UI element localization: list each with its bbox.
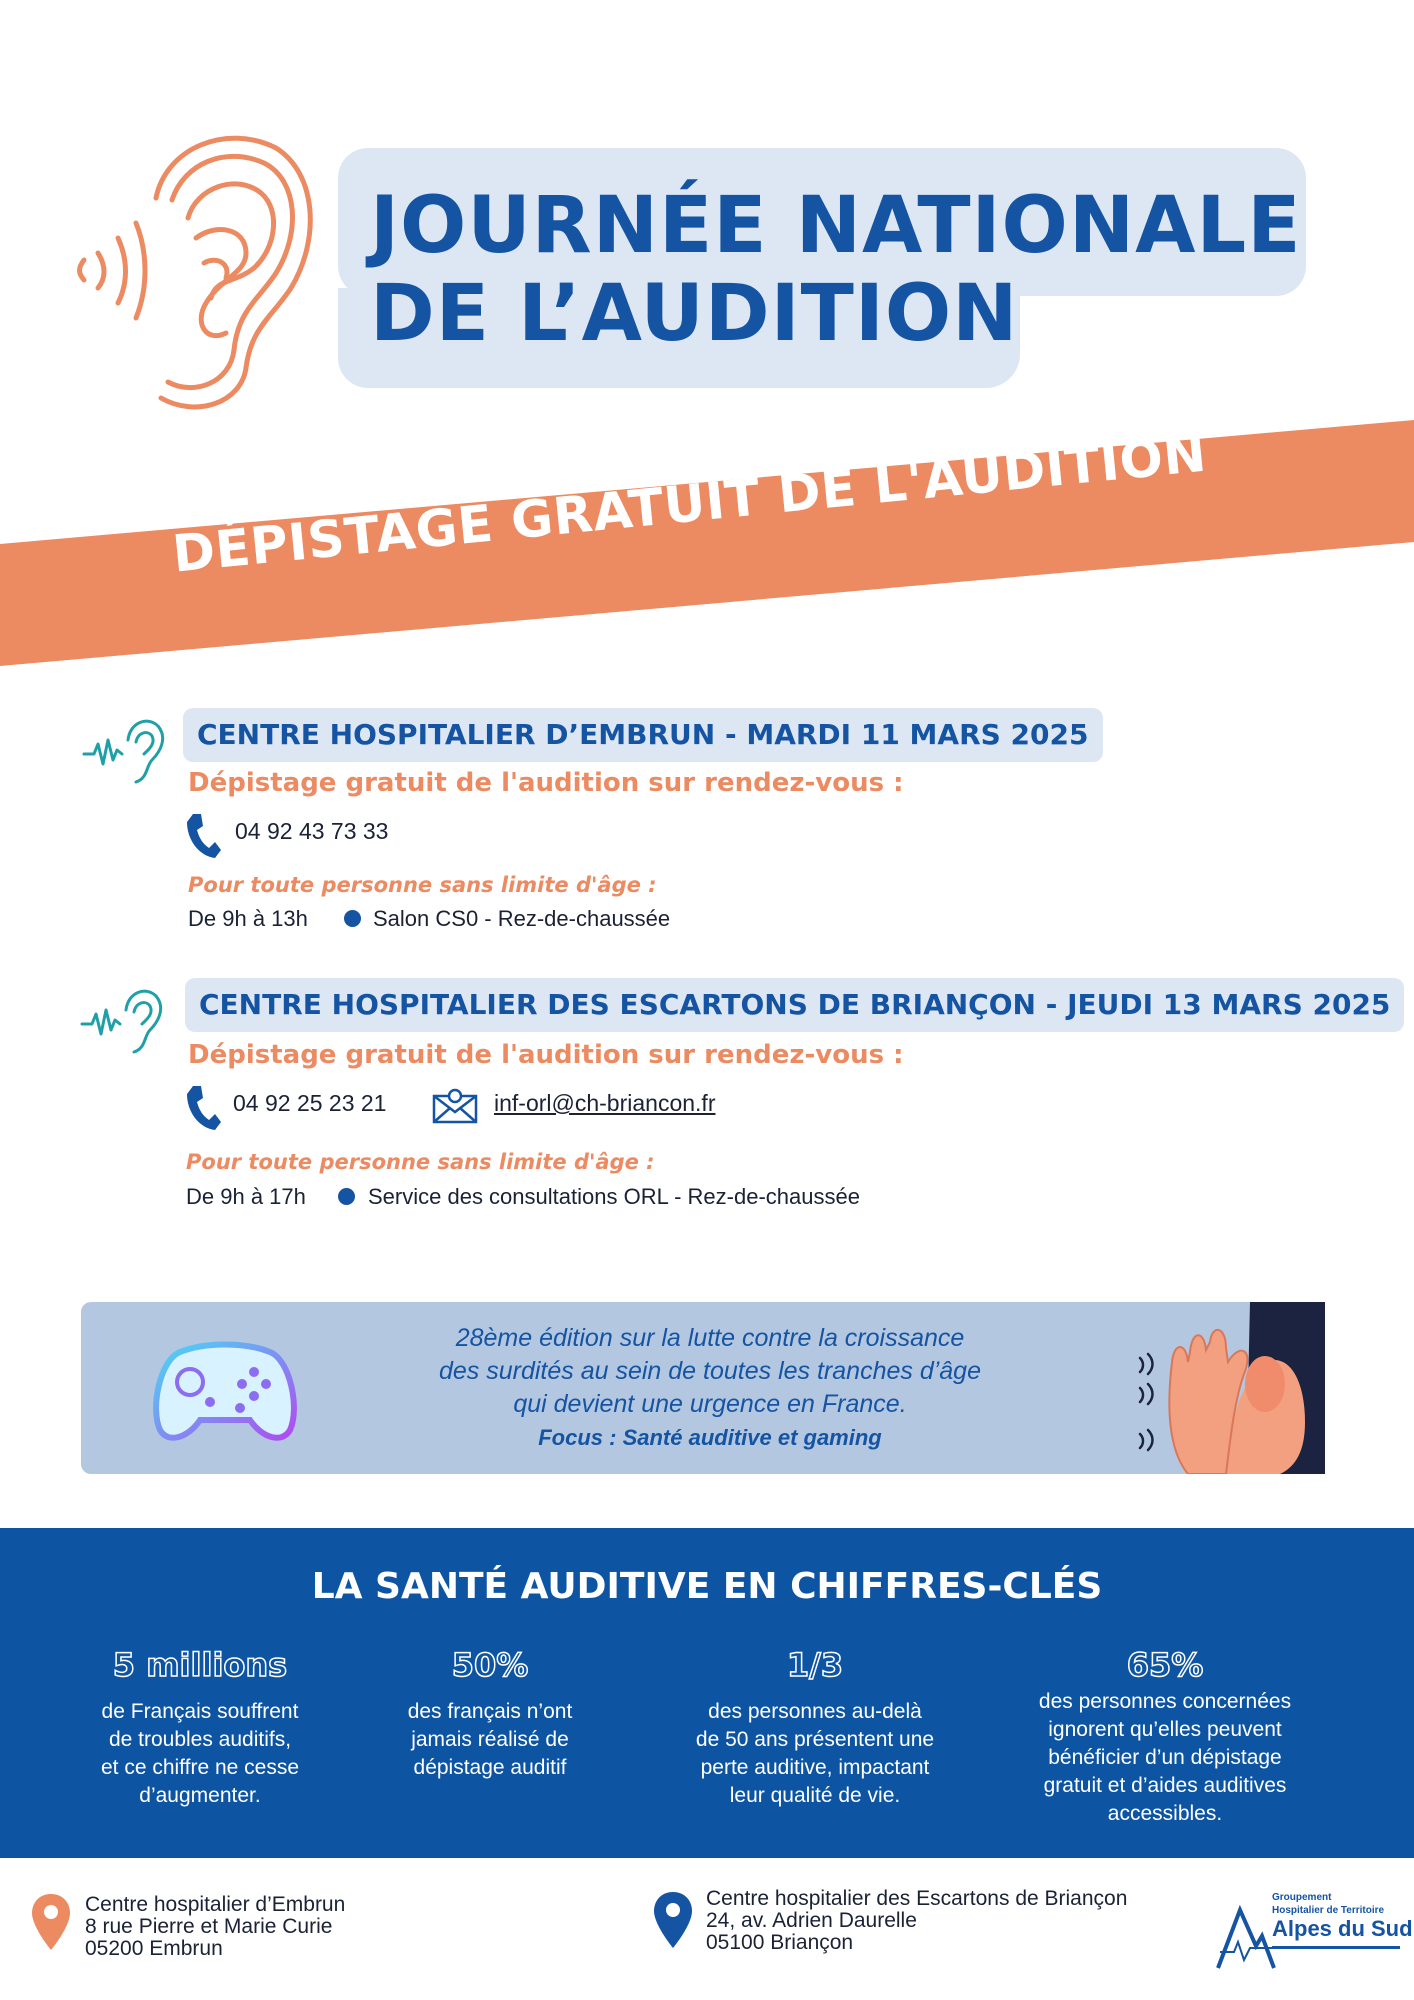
stat-desc-line: de 50 ans présentent une (695, 1728, 935, 1751)
briancon-phone[interactable]: 04 92 25 23 21 (233, 1090, 387, 1116)
phone-icon (185, 1084, 221, 1130)
hearing-icon (82, 710, 168, 786)
info-focus: Focus : Santé auditive et gaming (538, 1425, 882, 1450)
address-line: 8 rue Pierre et Marie Curie (85, 1915, 333, 1938)
info-line-3: qui devient une urgence en France. (513, 1390, 907, 1418)
title-line-1: JOURNÉE NATIONALE (370, 181, 1302, 271)
stat-value: 65% (1126, 1646, 1204, 1684)
stat-desc-line: perte auditive, impactant (700, 1756, 930, 1779)
briancon-email-link[interactable]: inf-orl@ch-briancon.fr (494, 1090, 716, 1116)
address-line: Centre hospitalier d’Embrun (85, 1893, 346, 1916)
stat-desc-line: des personnes au-delà (708, 1700, 922, 1723)
logo-line-1: Groupement (1272, 1892, 1332, 1903)
mountain-icon (1216, 1902, 1276, 1972)
address-line: 24, av. Adrien Daurelle (706, 1909, 917, 1932)
location-pin-icon (652, 1890, 694, 1950)
address-embrun (85, 1894, 345, 1960)
logo-line-3: Alpes du Sud (1272, 1916, 1413, 1941)
banner-title: DÉPISTAGE GRATUIT DE L'AUDITION (170, 424, 1210, 585)
stat-item (60, 1646, 340, 1810)
briancon-audience: Pour toute personne sans limite d'âge : (186, 1150, 655, 1174)
stat-desc-line: de Français souffrent (101, 1700, 299, 1723)
location-pin-icon (30, 1892, 72, 1952)
embrun-location: Salon CS0 - Rez-de-chaussée (373, 906, 671, 931)
stat-desc-line: des français n’ont (407, 1700, 573, 1723)
title-line-2: DE L’AUDITION (370, 269, 1019, 359)
page-title (370, 181, 1302, 359)
stat-desc-line: leur qualité de vie. (729, 1784, 901, 1807)
stat-desc-line: jamais réalisé de (411, 1728, 569, 1751)
stat-value: 5 millions (112, 1646, 288, 1684)
section-embrun-subtitle: Dépistage gratuit de l'audition sur rendez-vous : (188, 768, 904, 798)
stat-desc-line: d’augmenter. (139, 1784, 261, 1807)
stat-description (660, 1698, 970, 1810)
logo-divider (1272, 1946, 1400, 1949)
mail-icon (432, 1088, 478, 1124)
logo-line-2: Hospitalier de Territoire (1272, 1905, 1385, 1916)
section-briancon-title: CENTRE HOSPITALIER DES ESCARTONS DE BRIANÇON - JEUDI 13 MARS 2025 (185, 978, 1404, 1032)
ght-logo (1216, 1888, 1413, 1978)
address-line: 05200 Embrun (85, 1937, 223, 1960)
stat-desc-line: accessibles. (1107, 1802, 1223, 1825)
stat-desc-line: et ce chiffre ne cesse (100, 1756, 300, 1779)
stat-item (660, 1646, 970, 1810)
embrun-phone[interactable]: 04 92 43 73 33 (235, 818, 389, 844)
stat-item (360, 1646, 620, 1782)
info-text (340, 1322, 1080, 1454)
section-briancon-subtitle: Dépistage gratuit de l'audition sur rendez-vous : (188, 1040, 904, 1070)
stat-value: 50% (451, 1646, 529, 1684)
stat-desc-line: ignorent qu’elles peuvent (1048, 1718, 1282, 1741)
info-line-1: 28ème édition sur la lutte contre la croissance (455, 1324, 965, 1352)
stat-description (1010, 1688, 1320, 1828)
address-briancon (706, 1888, 1127, 1954)
gamepad-icon (150, 1338, 300, 1444)
hearing-icon (80, 980, 166, 1056)
briancon-hours: De 9h à 17h (186, 1184, 306, 1209)
stat-desc-line: de troubles auditifs, (108, 1728, 292, 1751)
stat-value: 1/3 (786, 1646, 844, 1684)
stat-desc-line: gratuit et d’aides auditives (1043, 1774, 1287, 1797)
phone-icon (185, 812, 221, 858)
ear-icon (76, 128, 316, 414)
stat-desc-line: dépistage auditif (413, 1756, 567, 1779)
stats-title: LA SANTÉ AUDITIVE EN CHIFFRES-CLÉS (311, 1566, 1103, 1607)
bullet-dot (338, 1188, 355, 1205)
stat-description (60, 1698, 340, 1810)
bullet-dot (344, 910, 361, 927)
embrun-audience: Pour toute personne sans limite d'âge : (188, 873, 657, 897)
hand-ear-icon (1130, 1302, 1325, 1474)
embrun-hours: De 9h à 13h (188, 906, 308, 931)
stat-desc-line: bénéficier d’un dépistage (1048, 1746, 1282, 1769)
section-embrun-title: CENTRE HOSPITALIER D’EMBRUN - MARDI 11 MARS 2025 (183, 708, 1103, 762)
address-line: 05100 Briançon (706, 1931, 854, 1954)
stat-desc-line: des personnes concernées (1038, 1690, 1292, 1713)
stat-description (360, 1698, 620, 1782)
address-line: Centre hospitalier des Escartons de Briançon (706, 1887, 1128, 1910)
briancon-location: Service des consultations ORL - Rez-de-chaussée (368, 1184, 860, 1209)
stat-item (1010, 1646, 1320, 1828)
info-line-2: des surdités au sein de toutes les tranches d’âge (438, 1357, 981, 1385)
